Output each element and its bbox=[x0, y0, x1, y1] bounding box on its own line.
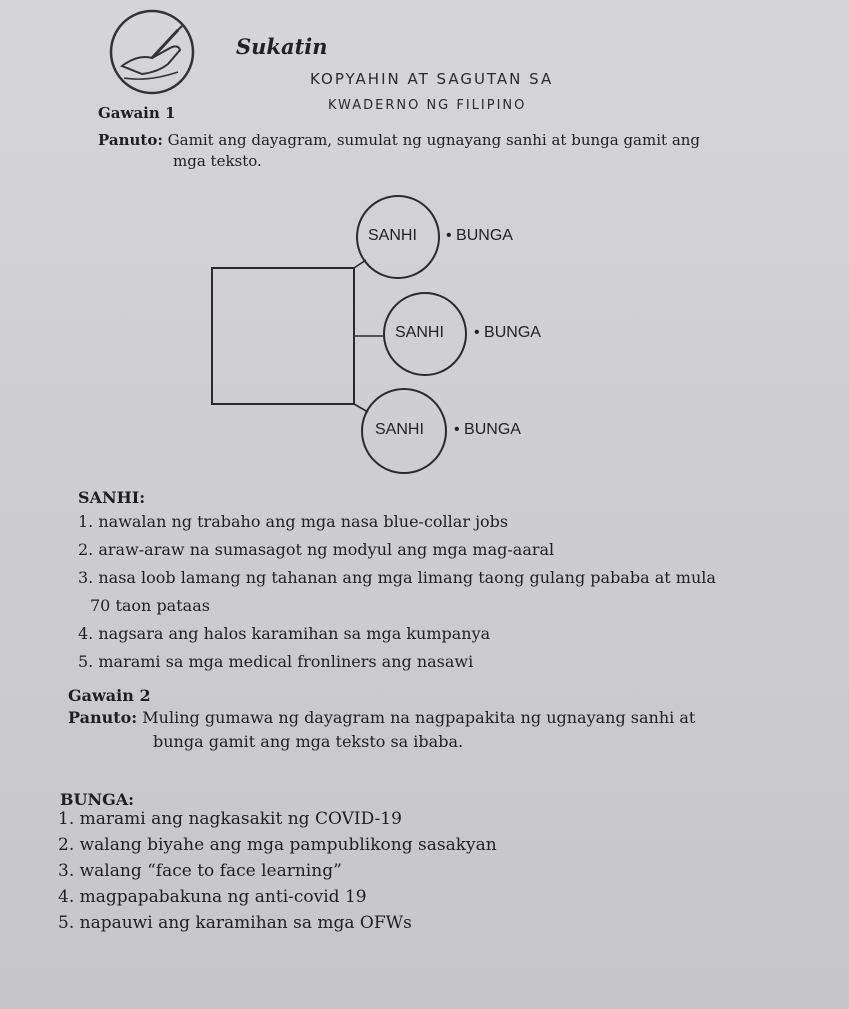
list-item: 1. nawalan ng trabaho ang mga nasa blue-collar jobs bbox=[78, 512, 509, 531]
handwritten-note-line1: KOPYAHIN AT SAGUTAN SA bbox=[310, 70, 554, 88]
diagram-main-box bbox=[212, 268, 354, 404]
diagram-bunga-2-label: • BUNGA bbox=[474, 324, 541, 341]
gawain2-instruction-line1: Muling gumawa ng dayagram na nagpapakita ng ugnayang sanhi at bbox=[142, 708, 696, 727]
bunga-heading: BUNGA: bbox=[60, 790, 135, 809]
list-item: 2. araw-araw na sumasagot ng modyul ang mga mag-aaral bbox=[78, 540, 555, 559]
diagram-circle-3-label: SANHI bbox=[375, 421, 424, 438]
list-item: 5. napauwi ang karamihan sa mga OFWs bbox=[58, 913, 412, 933]
diagram-circle-2-label: SANHI bbox=[395, 324, 444, 341]
list-item: 3. nasa loob lamang ng tahanan ang mga limang taong gulang pababa at mula bbox=[78, 568, 716, 587]
diagram-connector-bottom bbox=[354, 404, 368, 412]
gawain1-instruction-line2: mga teksto. bbox=[173, 152, 262, 170]
handwritten-note-line2: KWADERNO NG FILIPINO bbox=[328, 98, 527, 113]
list-item-continuation: 70 taon pataas bbox=[90, 596, 210, 615]
diagram-circle-1-label: SANHI bbox=[368, 227, 417, 244]
diagram-bunga-3-label: • BUNGA bbox=[454, 421, 521, 438]
list-item: 1. marami ang nagkasakit ng COVID-19 bbox=[58, 809, 402, 829]
gawain1-instruction-label: Panuto: bbox=[98, 131, 163, 149]
gawain2-heading: Gawain 2 bbox=[68, 686, 151, 705]
diagram-bunga-1-label: • BUNGA bbox=[446, 227, 513, 244]
gawain1-heading: Gawain 1 bbox=[98, 104, 176, 122]
gawain2-instruction bbox=[68, 706, 808, 754]
list-item: 4. magpapabakuna ng anti-covid 19 bbox=[58, 887, 367, 907]
list-item: 4. nagsara ang halos karamihan sa mga kumpanya bbox=[78, 624, 491, 643]
gawain1-instruction-line1: Gamit ang dayagram, sumulat ng ugnayang sanhi at bunga gamit ang bbox=[167, 131, 701, 149]
gawain2-instruction-label: Panuto: bbox=[68, 708, 138, 727]
list-item: 2. walang biyahe ang mga pampublikong sasakyan bbox=[58, 835, 497, 855]
sanhi-heading: SANHI: bbox=[78, 488, 146, 507]
bunga-list bbox=[58, 806, 758, 936]
page-title: Sukatin bbox=[236, 34, 328, 59]
list-item: 3. walang “face to face learning” bbox=[58, 861, 342, 881]
list-item: 5. marami sa mga medical fronliners ang nasawi bbox=[78, 652, 474, 671]
gawain2-instruction-line2: bunga gamit ang mga teksto sa ibaba. bbox=[153, 732, 464, 751]
sanhi-list bbox=[78, 508, 798, 676]
